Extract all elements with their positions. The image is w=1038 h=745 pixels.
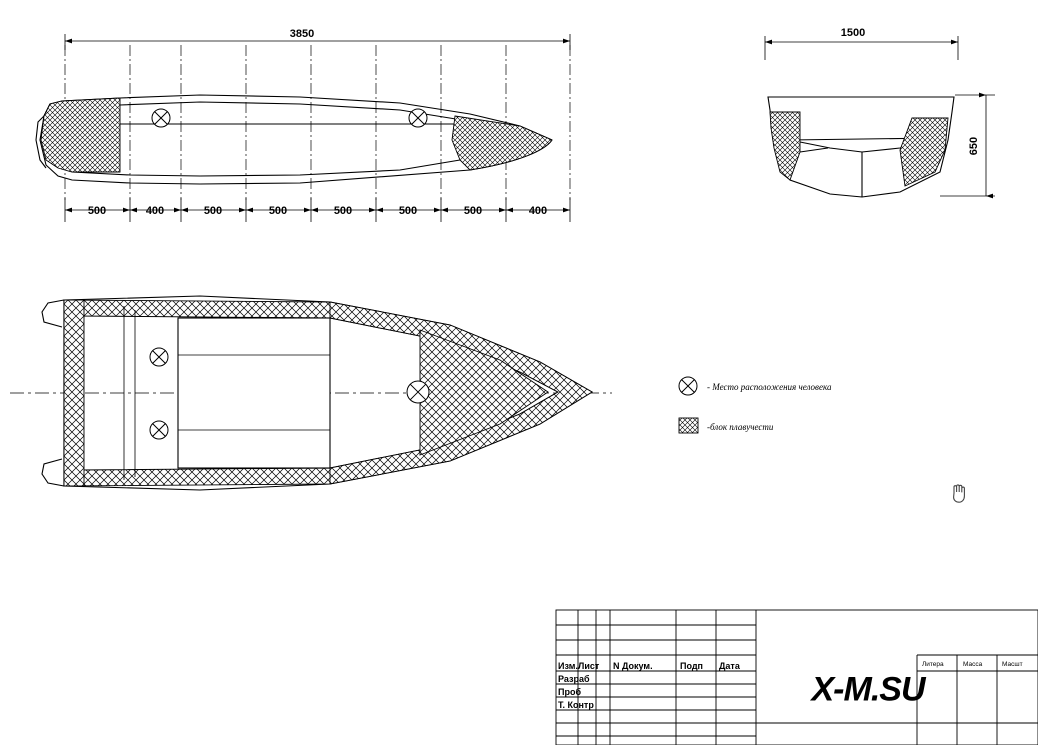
title-block-header-podp: Подп — [680, 661, 703, 671]
plan-view-group — [10, 296, 612, 490]
person-position-symbol — [150, 348, 168, 366]
title-block-header-data: Дата — [719, 661, 740, 671]
person-position-symbol — [150, 421, 168, 439]
watermark: X-M.SU — [811, 670, 925, 709]
person-position-symbol — [409, 109, 427, 127]
grab-hand-cursor — [950, 483, 968, 503]
station-dimension-label: 400 — [145, 205, 165, 217]
title-block-row-prob: Проб — [558, 687, 582, 697]
title-block-row-tkontr: Т. Контр — [558, 700, 594, 710]
title-block — [556, 610, 1038, 745]
title-block-header-masshtab: Масшт — [1002, 661, 1023, 668]
title-block-header-list: Лист — [578, 661, 600, 671]
title-block-header-litera: Литера — [922, 661, 944, 668]
station-dimension-label: 500 — [463, 205, 483, 217]
side-view-overall-dimension — [65, 34, 570, 50]
side-view-group — [36, 34, 570, 222]
person-position-symbol — [152, 109, 170, 127]
person-position-symbol — [407, 381, 429, 403]
legend-item-buoyancy — [679, 418, 698, 433]
station-dimension-label: 500 — [398, 205, 418, 217]
section-view-group — [765, 36, 995, 197]
side-view-buoyancy-blocks — [41, 98, 552, 172]
title-block-row-razrab: Разраб — [558, 674, 590, 684]
station-dimension-label: 500 — [203, 205, 223, 217]
station-dimension-label: 400 — [528, 205, 548, 217]
title-block-header-izm: Изм. — [558, 661, 578, 671]
section-view-buoyancy-blocks — [770, 112, 948, 186]
legend-item-person — [679, 377, 697, 395]
station-dimension-label: 500 — [333, 205, 353, 217]
section-view-height-label: 650 — [968, 136, 980, 156]
station-dimension-label: 500 — [268, 205, 288, 217]
title-block-header-massa: Масса — [963, 661, 983, 668]
legend-label-buoyancy: -блок плавучести — [707, 422, 774, 432]
section-view-width-label: 1500 — [840, 27, 866, 39]
side-view-station-dimensions — [65, 198, 570, 222]
title-block-header-docum: N Докум. — [613, 661, 653, 671]
station-dimension-label: 500 — [87, 205, 107, 217]
legend-label-person: - Место расположения человека — [707, 382, 832, 392]
side-view-overall-dimension-label: 3850 — [289, 28, 315, 40]
section-view-width-dimension — [765, 36, 958, 60]
legend — [679, 377, 698, 433]
plan-view-cockpit-opening — [178, 318, 330, 468]
